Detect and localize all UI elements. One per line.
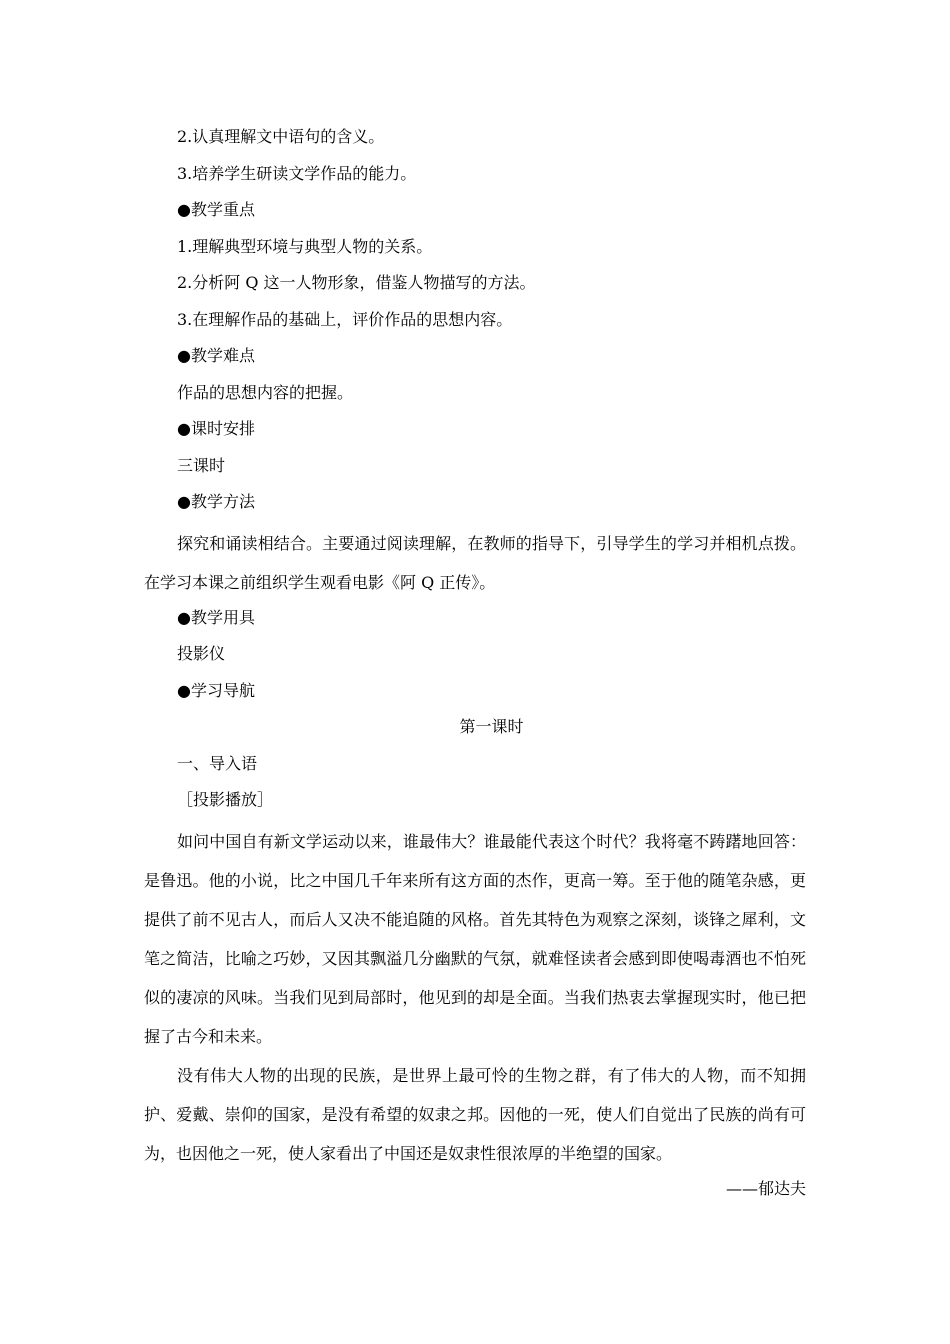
heading-schedule: ●课时安排 bbox=[177, 419, 255, 438]
key-point-2: 2.分析阿 Q 这一人物形象，借鉴人物描写的方法。 bbox=[177, 273, 536, 292]
objective-3: 3.培养学生研读文学作品的能力。 bbox=[177, 163, 417, 183]
quote-paragraph-1: 如问中国自有新文学运动以来，谁最伟大？谁最能代表这个时代？我将毫不踌躇地回答：是鲁迅。他的小说，比之中国几千年来所有这方面的杰作，更高一筹。至于他的随笔杂感，更提供了前不见古人，而后人又决不能追随的风格。首先其特色为观察之深刻，谈锋之犀利，文笔之简洁，比喻之巧妙，又因其飘溢几分幽默的气氛，就难怪读者会感到即使喝毒酒也不怕死似的凄凉的风味。当我们见到局部时，他见到的却是全面。当我们热衷去掌握现实时，他已把握了古今和未来。 bbox=[144, 831, 806, 1046]
method-paragraph: 探究和诵读相结合。主要通过阅读理解，在教师的指导下，引导学生的学习并相机点拨。在学习本课之前组织学生观看电影《阿 Q 正传》。 bbox=[144, 533, 806, 592]
lesson-title: 第一课时 bbox=[459, 717, 524, 736]
heading-tools: ●教学用具 bbox=[177, 607, 255, 627]
schedule-text: 三课时 bbox=[177, 455, 226, 475]
projection-note: ［投影播放］ bbox=[177, 790, 274, 809]
quote-author: ——郁达夫 bbox=[725, 1178, 806, 1198]
section-intro: 一、导入语 bbox=[177, 753, 258, 773]
key-point-3: 3.在理解作品的基础上，评价作品的思想内容。 bbox=[177, 309, 513, 329]
tools-text: 投影仪 bbox=[177, 644, 226, 663]
heading-method: ●教学方法 bbox=[177, 492, 255, 511]
quote-paragraph-2: 没有伟大人物的出现的民族，是世界上最可怜的生物之群，有了伟大的人物，而不知拥护、爱戴、崇仰的国家，是没有希望的奴隶之邦。因他的一死，使人们自觉出了民族的尚有可为，也因他之一死，使人家看出了中国还是奴隶性很浓厚的半绝望的国家。 bbox=[144, 1065, 806, 1163]
document-body bbox=[144, 124, 806, 1208]
objective-2: 2.认真理解文中语句的含义。 bbox=[177, 127, 385, 146]
heading-key-points: ●教学重点 bbox=[177, 200, 255, 219]
key-point-1: 1.理解典型环境与典型人物的关系。 bbox=[177, 236, 433, 256]
difficulty-text: 作品的思想内容的把握。 bbox=[177, 382, 354, 402]
heading-difficulty: ●教学难点 bbox=[177, 346, 255, 365]
heading-navigation: ●学习导航 bbox=[177, 680, 255, 700]
